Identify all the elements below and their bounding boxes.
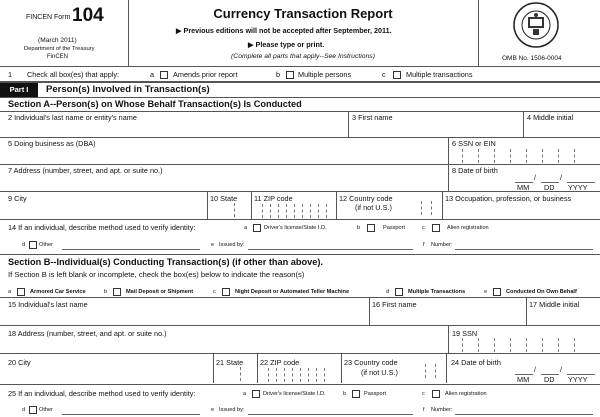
a14-number-input[interactable] <box>455 249 593 250</box>
form-prefix: FINCEN Form <box>26 14 71 21</box>
b25-drivers-license-checkbox[interactable] <box>252 390 260 398</box>
dob-a-dd: DD <box>544 183 555 192</box>
field-24-label: 24 Date of birth <box>451 358 501 367</box>
a14-a-letter: a <box>244 225 248 231</box>
a14-number-label: Number: <box>431 242 453 248</box>
b25-number-label: Number: <box>431 407 453 413</box>
field-21-input[interactable] <box>216 367 254 381</box>
field-3-label: 3 First name <box>352 113 393 122</box>
night-deposit-checkbox[interactable] <box>222 288 230 296</box>
dob-a-input[interactable]: / / <box>515 175 597 184</box>
mail-deposit-checkbox[interactable] <box>113 288 121 296</box>
field-19-label: 19 SSN <box>452 329 478 338</box>
arrow-right-icon: ▶ <box>176 26 182 35</box>
b25-other-checkbox[interactable] <box>29 406 37 414</box>
section-b-subtitle: If Section B is left blank or incomplete, check the box(es) below to indicate the reason(s) <box>8 270 305 279</box>
a14-drivers-license-label: Driver's license/State I.D. <box>264 225 327 231</box>
dob-a-mm: MM <box>517 183 530 192</box>
dob-b-yyyy: YYYY <box>568 375 588 384</box>
dob-b-mm: MM <box>517 375 530 384</box>
multiple-transactions-b-checkbox[interactable] <box>395 288 403 296</box>
part1-title: Person(s) Involved in Transaction(s) <box>46 84 210 95</box>
b25-c-letter: c <box>422 391 425 397</box>
night-deposit-label: Night Deposit or Automated Teller Machine <box>235 289 350 295</box>
field-23-label: 23 Country code <box>344 358 398 367</box>
form-number: 104 <box>72 5 104 26</box>
mail-deposit-label: Mail Deposit or Shipment <box>126 289 194 295</box>
field-5-input[interactable] <box>4 148 444 162</box>
row1-number: 1 <box>8 70 13 79</box>
field-6-label: 6 SSN or EIN <box>452 139 496 148</box>
header-line-1 <box>176 26 392 35</box>
field-23-input[interactable] <box>416 360 444 382</box>
sb-d-letter: d <box>386 289 390 295</box>
dob-a-yyyy: YYYY <box>568 183 588 192</box>
field-4-input[interactable] <box>527 122 597 136</box>
a14-alien-checkbox[interactable] <box>432 224 440 232</box>
b25-other-label: Other <box>39 407 53 413</box>
a14-issued-input[interactable] <box>248 249 413 250</box>
b25-e-letter: e <box>211 407 215 413</box>
armored-car-checkbox[interactable] <box>17 288 25 296</box>
form-dept: Department of the Treasury <box>24 46 95 52</box>
ssn-ein-input[interactable] <box>452 148 597 163</box>
report-title: Currency Transaction Report <box>213 6 393 21</box>
sb-a-letter: a <box>8 289 12 295</box>
b25-d-letter: d <box>22 407 26 413</box>
dob-b-input[interactable]: / / <box>515 367 597 376</box>
a14-d-letter: d <box>22 242 26 248</box>
type-or-print-text: Please type or print. <box>255 40 325 49</box>
field-16-input[interactable] <box>372 309 522 323</box>
field-22-label: 22 ZIP code <box>260 358 300 367</box>
b25-a-letter: a <box>243 391 247 397</box>
a14-other-label: Other <box>39 242 53 248</box>
field-20-input[interactable] <box>4 367 209 381</box>
fincen-seal <box>513 2 559 48</box>
a14-issued-label: Issued by: <box>219 242 245 248</box>
field-5-label: 5 Doing business as (DBA) <box>8 139 96 148</box>
a14-other-input[interactable] <box>62 249 200 250</box>
a14-f-letter: f <box>423 242 425 248</box>
field-3-input[interactable] <box>352 122 520 136</box>
multiple-transactions-label: Multiple transactions <box>406 70 473 79</box>
header-line-3: (Complete all parts that apply--See Instructions) <box>231 53 375 60</box>
a14-drivers-license-checkbox[interactable] <box>253 224 261 232</box>
ssn-b-input[interactable] <box>452 337 597 352</box>
field-10-label: 10 State <box>210 194 238 203</box>
b25-passport-checkbox[interactable] <box>352 390 360 398</box>
b25-b-letter: b <box>343 391 347 397</box>
field-17-input[interactable] <box>529 309 597 323</box>
own-behalf-label: Conducted On Own Behalf <box>506 289 577 295</box>
sb-c-letter: c <box>213 289 216 295</box>
field-16-label: 16 First name <box>372 300 417 309</box>
omb-number: OMB No. 1506-0004 <box>502 55 562 62</box>
amends-prior-report-checkbox[interactable] <box>160 71 168 79</box>
previous-editions-text: Previous editions will not be accepted after September, 2011. <box>183 26 392 35</box>
field-11-input[interactable] <box>254 203 334 217</box>
field-13-label: 13 Occupation, profession, or business <box>445 194 572 203</box>
field-14-label: 14 If an individual, describe method used to verify identity: <box>8 223 196 232</box>
part1-tag: Part I <box>0 83 38 97</box>
form-date: (March 2011) <box>38 37 77 44</box>
a14-b-letter: b <box>357 225 361 231</box>
field-12-sublabel: (if not U.S.) <box>355 203 392 212</box>
field-8-label: 8 Date of birth <box>452 166 498 175</box>
header-line-2 <box>248 40 324 49</box>
b25-issued-input[interactable] <box>248 414 413 415</box>
field-9-label: 9 City <box>8 194 27 203</box>
field-21-label: 21 State <box>216 358 244 367</box>
row1-instruction: Check all box(es) that apply: <box>27 70 120 79</box>
a14-other-checkbox[interactable] <box>29 241 37 249</box>
field-25-label: 25 If an individual, describe method used to verify identity: <box>8 389 196 398</box>
field-4-label: 4 Middle initial <box>527 113 574 122</box>
a14-c-letter: c <box>422 225 425 231</box>
field-7-label: 7 Address (number, street, and apt. or suite no.) <box>8 166 163 175</box>
b25-drivers-license-label: Driver's license/State I.D. <box>263 391 326 397</box>
multiple-persons-label: Multiple persons <box>298 70 352 79</box>
b25-f-letter: f <box>423 407 425 413</box>
a14-alien-label: Alien registration <box>447 225 489 231</box>
row1-c-letter: c <box>382 70 386 79</box>
field-2-input[interactable] <box>4 122 344 136</box>
section-b-title: Section B--Individual(s) Conducting Transaction(s) (if other than above). <box>8 257 323 267</box>
field-15-input[interactable] <box>4 309 364 323</box>
a14-passport-checkbox[interactable] <box>367 224 375 232</box>
b25-passport-label: Passport <box>364 391 387 397</box>
b25-issued-label: Issued by: <box>219 407 245 413</box>
field-23-sublabel: (if not U.S.) <box>361 368 398 377</box>
field-10-input[interactable] <box>210 203 248 217</box>
field-13-input[interactable] <box>445 203 597 217</box>
form-id-block <box>0 0 128 66</box>
arrow-right-icon: ▶ <box>248 40 254 49</box>
form-agency: FinCEN <box>47 54 69 60</box>
b25-alien-label: Alien registration <box>445 391 487 397</box>
field-11-label: 11 ZIP code <box>254 194 293 203</box>
dob-b-dd: DD <box>544 375 555 384</box>
field-15-label: 15 Individual's last name <box>8 300 88 309</box>
field-18-label: 18 Address (number, street, and apt. or suite no.) <box>8 329 167 338</box>
field-22-input[interactable] <box>260 367 338 381</box>
b25-number-input[interactable] <box>455 414 593 415</box>
b25-other-input[interactable] <box>62 414 200 415</box>
section-a-title: Section A--Person(s) on Whose Behalf Transaction(s) Is Conducted <box>8 99 302 109</box>
field-12-label: 12 Country code <box>339 194 393 203</box>
field-18-input[interactable] <box>4 338 444 352</box>
sb-b-letter: b <box>104 289 108 295</box>
field-17-label: 17 Middle initial <box>529 300 580 309</box>
a14-passport-label: Passport <box>383 225 406 231</box>
amends-prior-report-label: Amends prior report <box>173 70 238 79</box>
own-behalf-checkbox[interactable] <box>493 288 501 296</box>
sb-e-letter: e <box>484 289 488 295</box>
multiple-transactions-checkbox[interactable] <box>393 71 401 79</box>
field-20-label: 20 City <box>8 358 31 367</box>
row1-b-letter: b <box>276 70 281 79</box>
b25-alien-checkbox[interactable] <box>432 390 440 398</box>
row1-a-letter: a <box>150 70 155 79</box>
armored-car-label: Armored Car Service <box>30 289 86 295</box>
seal-icon <box>513 2 559 48</box>
field-7-input[interactable] <box>4 175 444 189</box>
multiple-persons-checkbox[interactable] <box>286 71 294 79</box>
a14-e-letter: e <box>211 242 215 248</box>
field-9-input[interactable] <box>4 203 204 217</box>
field-12-input[interactable] <box>412 197 440 217</box>
multiple-transactions-b-label: Multiple Transactions <box>408 289 466 295</box>
field-2-label: 2 Individual's last name or entity's name <box>8 113 137 122</box>
